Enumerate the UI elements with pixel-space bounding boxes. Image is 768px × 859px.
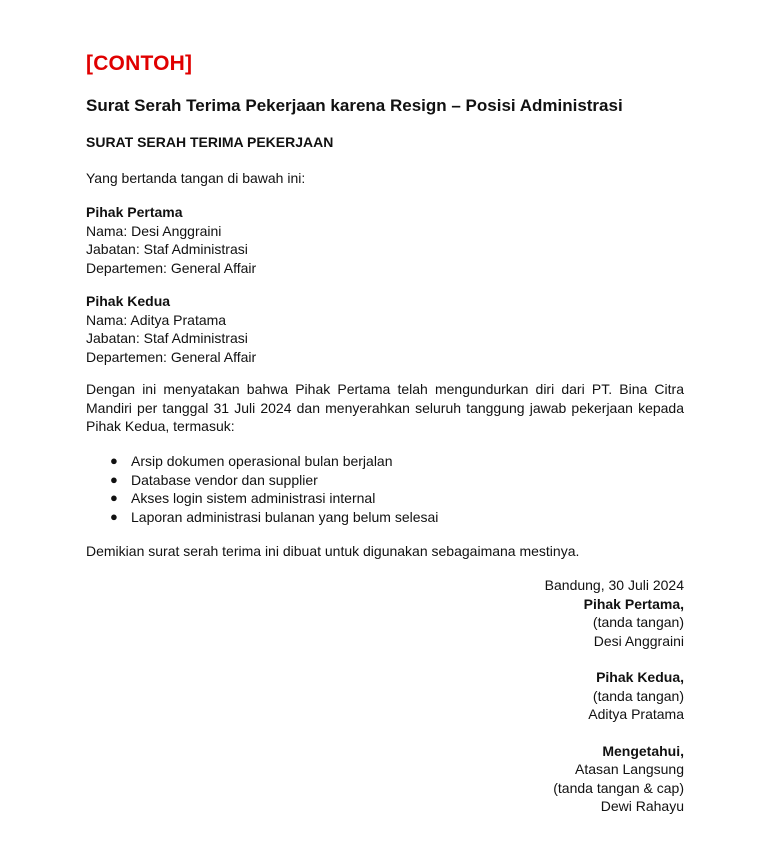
pihak-pertama-departemen: Departemen: General Affair: [86, 259, 257, 276]
pihak-kedua-block: [86, 292, 256, 366]
pihak-pertama-block: [86, 203, 256, 277]
signature-block: [364, 576, 684, 816]
pihak-pertama-nama: Nama: Desi Anggraini: [86, 222, 222, 239]
list-item: ● Arsip dokumen operasional bulan berjalan: [110, 453, 393, 469]
pihak-kedua-heading: Pihak Kedua: [86, 293, 171, 309]
list-item: ● Akses login sistem administrasi internal: [110, 490, 376, 506]
list-item: ● Database vendor dan supplier: [110, 471, 318, 488]
sign-kedua-signature: (tanda tangan): [592, 687, 684, 704]
sign-mengetahui-signature: (tanda tangan & cap): [553, 779, 684, 796]
bullet-icon: ●: [110, 471, 118, 487]
bullet-icon: ●: [110, 453, 118, 468]
bullet-icon: ●: [110, 490, 118, 505]
handover-list: [86, 452, 438, 526]
sign-pertama-name: Desi Anggraini: [593, 632, 684, 649]
closing-text: Demikian surat serah terima ini dibuat untuk digunakan sebagaimana mestinya.: [86, 543, 580, 559]
sign-pertama-heading: Pihak Pertama,: [583, 595, 684, 612]
sign-pertama-signature: (tanda tangan): [592, 614, 684, 630]
pihak-kedua-departemen: Departemen: General Affair: [86, 348, 257, 365]
pihak-kedua-nama: Nama: Aditya Pratama: [86, 311, 227, 328]
sign-mengetahui-role: Atasan Langsung: [575, 761, 684, 777]
pihak-kedua-jabatan: Jabatan: Staf Administrasi: [86, 330, 248, 346]
pihak-pertama-jabatan: Jabatan: Staf Administrasi: [86, 241, 248, 257]
pihak-pertama-heading: Pihak Pertama: [86, 204, 183, 220]
bullet-icon: ●: [110, 508, 118, 524]
document-title: Surat Serah Terima Pekerjaan karena Resign – Posisi Administrasi: [86, 96, 623, 115]
sign-mengetahui-name: Dewi Rahayu: [600, 798, 684, 814]
sign-kedua-heading: Pihak Kedua,: [596, 669, 684, 685]
sign-mengetahui-heading: Mengetahui,: [602, 742, 684, 759]
place-date: Bandung, 30 Juli 2024: [544, 577, 684, 593]
example-label: [CONTOH]: [86, 52, 193, 75]
list-item: ● Laporan administrasi bulanan yang belum selesai: [110, 508, 439, 525]
sign-kedua-name: Aditya Pratama: [588, 706, 684, 722]
letter-heading: SURAT SERAH TERIMA PEKERJAAN: [86, 134, 334, 150]
intro-text: Yang bertanda tangan di bawah ini:: [86, 170, 306, 186]
statement-paragraph: Dengan ini menyatakan bahwa Pihak Pertama telah mengundurkan diri dari PT. Bina Citra Mandiri per tanggal 31 Juli 2024 dan menyerahkan seluruh tanggung jawab pekerjaan kepada Pihak Kedua, termasuk:: [86, 381, 684, 434]
